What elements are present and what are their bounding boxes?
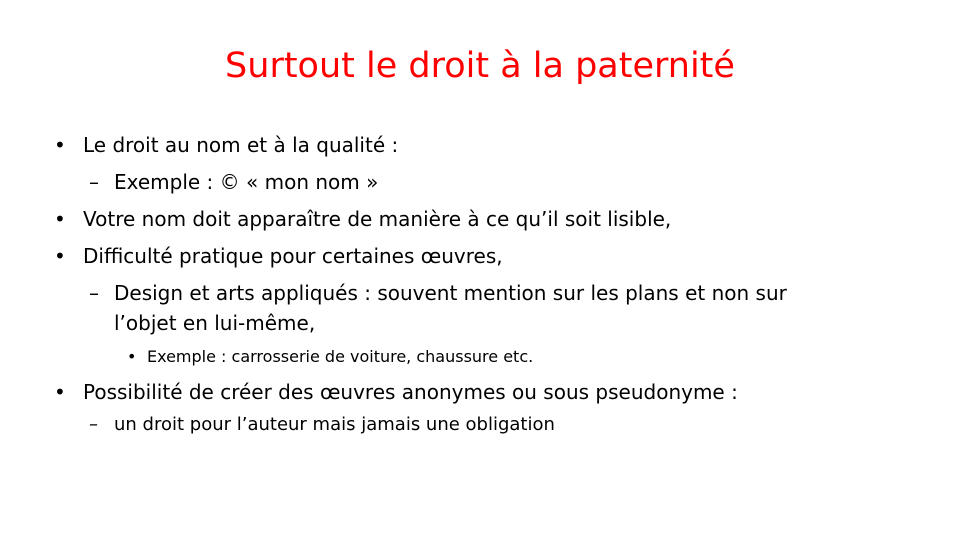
list-item: Votre nom doit apparaître de manière à ce qu’il soit lisible, <box>83 207 672 231</box>
list-item: Exemple : © « mon nom » <box>114 170 379 194</box>
list-item: Possibilité de créer des œuvres anonymes ou sous pseudonyme : <box>83 380 738 404</box>
list-item-continuation: l’objet en lui-même, <box>114 311 316 335</box>
slide-title: Surtout le droit à la paternité <box>225 46 735 86</box>
bullet-icon: • <box>54 133 66 157</box>
list-item: Design et arts appliqués : souvent mention sur les plans et non sur <box>114 281 787 305</box>
bullet-icon: • <box>54 207 66 231</box>
dash-bullet-icon: – <box>89 281 99 305</box>
bullet-icon: • <box>127 347 137 366</box>
list-item: Difficulté pratique pour certaines œuvres, <box>83 244 503 268</box>
bullet-icon: • <box>54 244 66 268</box>
bullet-icon: • <box>54 380 66 404</box>
list-item: Exemple : carrosserie de voiture, chaussure etc. <box>147 347 534 366</box>
list-item: un droit pour l’auteur mais jamais une obligation <box>114 414 555 435</box>
list-item: Le droit au nom et à la qualité : <box>83 133 399 157</box>
dash-bullet-icon: – <box>89 170 99 194</box>
dash-bullet-icon: – <box>89 414 98 435</box>
